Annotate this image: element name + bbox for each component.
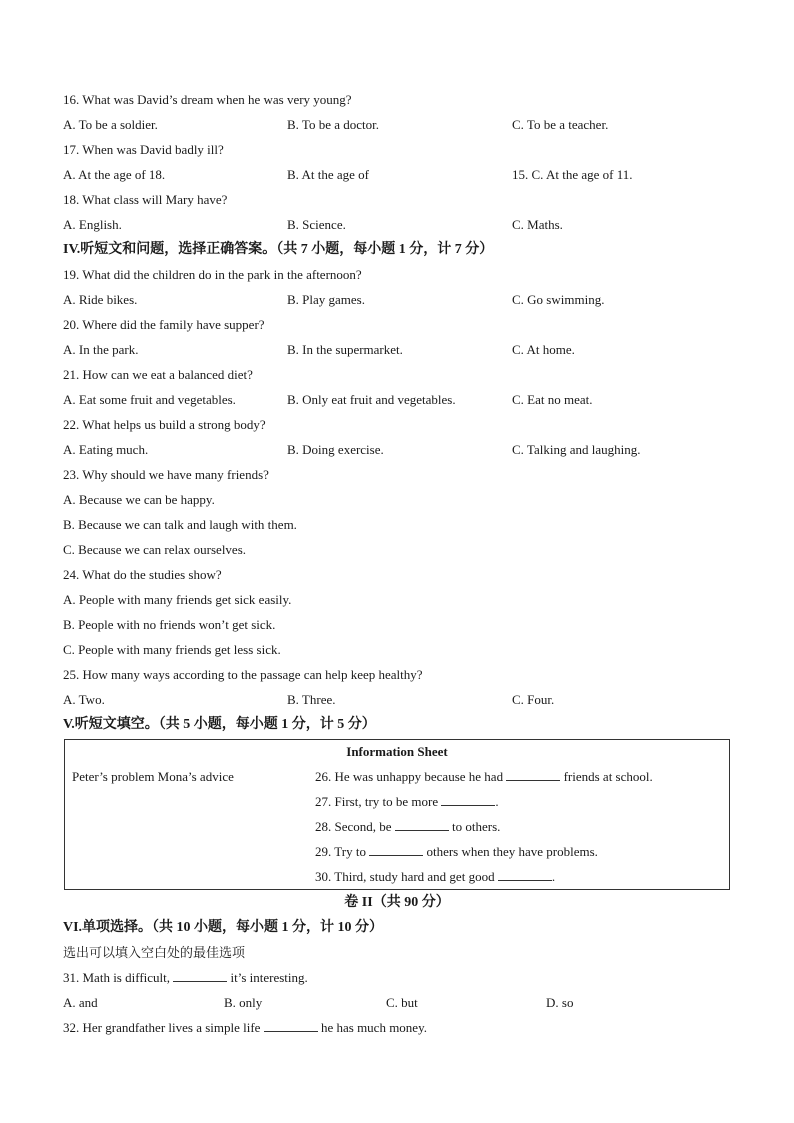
question-17: 17. When was David badly ill? <box>63 142 224 157</box>
info-row-26 <box>65 764 729 789</box>
option-b: B. People with no friends won’t get sick. <box>63 617 276 632</box>
option-c: C. but <box>386 995 418 1010</box>
info-item-26: 26. He was unhappy because he had friends at school. <box>315 769 653 784</box>
section-heading-iv: IV.听短文和问题，选择正确答案。（共 7 小题，每小题 1 分，计 7 分） <box>63 242 494 257</box>
option-a: A. At the age of 18. <box>63 167 166 182</box>
answer-blank-27[interactable] <box>441 793 495 806</box>
option-b: B. In the supermarket. <box>287 342 403 357</box>
question-24: 24. What do the studies show? <box>63 567 222 582</box>
info-row-29 <box>65 839 729 864</box>
question-20: 20. Where did the family have supper? <box>63 317 265 332</box>
answer-blank-30[interactable] <box>498 868 552 881</box>
option-b: B. only <box>224 995 263 1010</box>
option-b: B. Play games. <box>287 292 365 307</box>
info-left-header: Peter’s problem Mona’s advice <box>72 769 234 784</box>
info-item-29: 29. Try to others when they have problems. <box>315 844 598 859</box>
option-a: A. To be a soldier. <box>63 117 158 132</box>
question-23: 23. Why should we have many friends? <box>63 467 269 482</box>
option-b: B. Because we can talk and laugh with them. <box>63 517 297 532</box>
question-16: 16. What was David’s dream when he was very young? <box>63 92 352 107</box>
question-22: 22. What helps us build a strong body? <box>63 417 266 432</box>
option-a: A. In the park. <box>63 342 139 357</box>
option-b: B. At the age of <box>287 167 369 182</box>
exam-page <box>63 87 731 1040</box>
option-c: 15. C. At the age of 11. <box>512 167 633 182</box>
option-b: B. Doing exercise. <box>287 442 384 457</box>
options-17 <box>63 162 731 187</box>
answer-blank-29[interactable] <box>369 843 423 856</box>
info-item-30: 30. Third, study hard and get good . <box>315 869 556 884</box>
option-a: A. and <box>63 995 98 1010</box>
option-a: A. Two. <box>63 692 105 707</box>
info-row-27 <box>65 789 729 814</box>
option-b: B. To be a doctor. <box>287 117 380 132</box>
option-c: C. To be a teacher. <box>512 117 609 132</box>
option-a: A. Eat some fruit and vegetables. <box>63 392 236 407</box>
question-19: 19. What did the children do in the park in the afternoon? <box>63 267 362 282</box>
information-sheet-title: Information Sheet <box>346 744 448 759</box>
option-a: A. People with many friends get sick easily. <box>63 592 292 607</box>
info-item-27: 27. First, try to be more . <box>315 794 499 809</box>
answer-blank-31[interactable] <box>173 969 227 982</box>
options-16 <box>63 112 731 137</box>
options-25 <box>63 687 731 712</box>
answer-blank-26[interactable] <box>506 768 560 781</box>
option-c: C. Eat no meat. <box>512 392 593 407</box>
option-a: A. English. <box>63 217 122 232</box>
question-32: 32. Her grandfather lives a simple life he has much money. <box>63 1020 427 1035</box>
option-a: A. Ride bikes. <box>63 292 138 307</box>
options-19 <box>63 287 731 312</box>
question-31: 31. Math is difficult, it’s interesting. <box>63 970 308 985</box>
option-c: C. People with many friends get less sick. <box>63 642 281 657</box>
question-18: 18. What class will Mary have? <box>63 192 228 207</box>
option-d: D. so <box>546 995 574 1010</box>
section-vi-instruction: 选出可以填入空白处的最佳选项 <box>63 945 246 960</box>
info-row-30 <box>65 864 729 889</box>
option-c: C. Go swimming. <box>512 292 605 307</box>
info-row-28 <box>65 814 729 839</box>
option-c: C. Talking and laughing. <box>512 442 641 457</box>
section-heading-vi: VI.单项选择。（共 10 小题，每小题 1 分，计 10 分） <box>63 920 384 935</box>
options-22 <box>63 437 731 462</box>
section-heading-v: V.听短文填空。（共 5 小题，每小题 1 分，计 5 分） <box>63 717 376 732</box>
option-c: C. Four. <box>512 692 555 707</box>
option-b: B. Science. <box>287 217 346 232</box>
option-c: C. At home. <box>512 342 575 357</box>
question-21: 21. How can we eat a balanced diet? <box>63 367 253 382</box>
options-18 <box>63 212 731 237</box>
option-b: B. Only eat fruit and vegetables. <box>287 392 456 407</box>
options-20 <box>63 337 731 362</box>
part-two-heading: 卷 II（共 90 分） <box>344 895 450 910</box>
option-b: B. Three. <box>287 692 336 707</box>
option-a: A. Because we can be happy. <box>63 492 215 507</box>
question-25: 25. How many ways according to the passage can help keep healthy? <box>63 667 423 682</box>
information-sheet <box>64 739 730 890</box>
option-a: A. Eating much. <box>63 442 149 457</box>
options-21 <box>63 387 731 412</box>
option-c: C. Because we can relax ourselves. <box>63 542 247 557</box>
answer-blank-28[interactable] <box>395 818 449 831</box>
info-item-28: 28. Second, be to others. <box>315 819 501 834</box>
option-c: C. Maths. <box>512 217 563 232</box>
answer-blank-32[interactable] <box>264 1019 318 1032</box>
options-31 <box>63 990 731 1015</box>
